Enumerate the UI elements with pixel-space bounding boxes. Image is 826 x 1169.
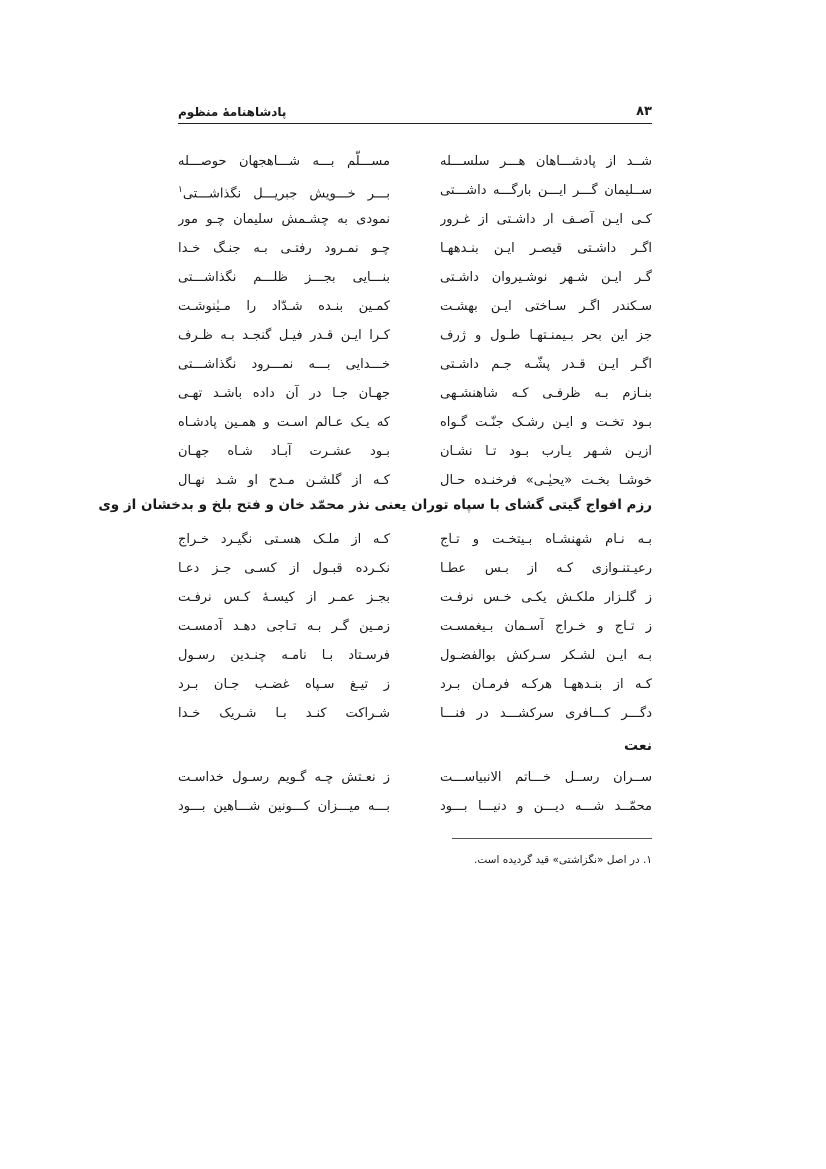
verse-row bbox=[178, 525, 652, 554]
hemistich-right: کـه از بنـدههـا هرکـه فرمـان بـرد bbox=[440, 677, 652, 692]
hemistich-left: زمـین گـر بـه تـاجی دهـد آدمسـت bbox=[178, 619, 390, 634]
verse-row bbox=[178, 583, 652, 612]
verse-row bbox=[178, 176, 652, 205]
verse-row bbox=[178, 292, 652, 321]
hemistich-right: محمّــد شـــه دیـــن و دنیـــا بـــود bbox=[440, 799, 652, 814]
hemistich-right: رعیـتنـوازی کـه از بـس عطـا bbox=[440, 561, 652, 576]
hemistich-left: مســـلّم بـــه شـــاهجهان حوصـــله bbox=[178, 154, 390, 169]
poem-section-2 bbox=[178, 525, 652, 728]
verse-row bbox=[178, 699, 652, 728]
hemistich-left: بنـــایی بجـــز ظلـــم نگذاشـــتی bbox=[178, 270, 390, 285]
verse-row bbox=[178, 205, 652, 234]
hemistich-left: کـه از ملـک هسـتی نگیـرد خـراج bbox=[178, 532, 390, 547]
hemistich-right: خوشـا بخـت «یحیٰـی» فرخنـده حـال bbox=[440, 473, 652, 488]
hemistich-left: چـو نمـرود رفتـی بـه جنـگ خـدا bbox=[178, 241, 390, 256]
hemistich-left: که یـک عـالم اسـت و همـین پادشـاه bbox=[178, 415, 390, 430]
verse-row bbox=[178, 234, 652, 263]
hemistich-left: ز نعـتش چـه گـویم رسـول خداسـت bbox=[178, 770, 390, 785]
verse-row bbox=[178, 670, 652, 699]
hemistich-right: ز تـاج و خـراج آسـمان بـیغمسـت bbox=[440, 619, 652, 634]
verse-row bbox=[178, 554, 652, 583]
verse-row bbox=[178, 641, 652, 670]
hemistich-left: کـرا ایـن قـدر فیـل گنجـد بـه ظـرف bbox=[178, 328, 390, 343]
section-heading: رزم افواج گیتی گشای با سپاه توران یعنی نذر محمّد خان و فتح بلخ و بدخشان از وی bbox=[98, 497, 652, 513]
poem-section-3 bbox=[178, 763, 652, 821]
hemistich-left: بـود عشـرت آبـاد شـاه جهـان bbox=[178, 444, 390, 459]
page-number: ۸۳ bbox=[636, 104, 652, 119]
hemistich-right: سـکندر اگـر سـاختی ایـن بهشـت bbox=[440, 299, 652, 314]
hemistich-right: ســلیمان گـــر ایـــن بارگـــه داشـــتی bbox=[440, 183, 652, 198]
poem-section-1 bbox=[178, 147, 652, 495]
hemistich-right: جز این بحر بـیمنـتهـا طـول و ژرف bbox=[440, 328, 652, 343]
verse-row bbox=[178, 437, 652, 466]
hemistich-right: اگـر ایـن قـدر پشّـه جـم داشـتی bbox=[440, 357, 652, 372]
verse-row bbox=[178, 321, 652, 350]
hemistich-left: خـــدایی بـــه نمـــرود نگذاشـــتی bbox=[178, 357, 390, 372]
running-title: پادشاهنامهٔ منظوم bbox=[178, 105, 287, 119]
verse-row bbox=[178, 466, 652, 495]
hemistich-right: ســران رســل خـــاتم الانبیاســـت bbox=[440, 770, 652, 785]
hemistich-right: شــد از پادشـــاهان هـــر سلســـله bbox=[440, 154, 652, 169]
hemistich-left: جهـان جـا در آن داده باشـد تهـی bbox=[178, 386, 390, 401]
hemistich-left: کـه از گلشـن مـدح او شـد نهـال bbox=[178, 473, 390, 488]
hemistich-right: بـود تخـت و ایـن رشـک جنّـت گـواه bbox=[440, 415, 652, 430]
verse-row bbox=[178, 408, 652, 437]
verse-row bbox=[178, 612, 652, 641]
hemistich-right: گـر ایـن شـهر نوشـیروان داشـتی bbox=[440, 270, 652, 285]
verse-row bbox=[178, 147, 652, 176]
verse-row bbox=[178, 350, 652, 379]
hemistich-right: دگـــر کـــافری سرکشـــد در فنـــا bbox=[440, 706, 652, 721]
hemistich-right: بنـازم بـه ظرفـی کـه شاهنشـهی bbox=[440, 386, 652, 401]
verse-row bbox=[178, 792, 652, 821]
hemistich-right: بـه ایـن لشـکر سـرکش بوالفضـول bbox=[440, 648, 652, 663]
verse-row bbox=[178, 379, 652, 408]
hemistich-left: ز تیـغ سـپاه غضـب جـان بـرد bbox=[178, 677, 390, 692]
hemistich-left: بجـز عمـر از کیسـهٔ کـس نرفـت bbox=[178, 590, 390, 605]
hemistich-right: اگـر داشـتی قیصـر ایـن بنـدههـا bbox=[440, 241, 652, 256]
verse-row bbox=[178, 763, 652, 792]
hemistich-right: ازیـن شـهر یـارب بـود تـا نشـان bbox=[440, 444, 652, 459]
verse-row bbox=[178, 263, 652, 292]
hemistich-left: کمـین بنـده شـدّاد را مـیٰنوشـت bbox=[178, 299, 390, 314]
hemistich-left: نمودی به چشـمش سلیمان چـو مور bbox=[178, 212, 390, 227]
hemistich-left: فرسـتاد بـا نامـه چنـدین رسـول bbox=[178, 648, 390, 663]
hemistich-left: نکـرده قبـول از کسـی جـز دعـا bbox=[178, 561, 390, 576]
hemistich-left: بـــه میـــزان کـــونین شـــاهین بـــود bbox=[178, 799, 390, 814]
hemistich-left: بـــر خـــویش جبریـــل نگذاشـــتی$^۱$ bbox=[178, 185, 390, 202]
footnote-marker: ۱ bbox=[178, 185, 183, 195]
hemistich-right: ز گلـزار ملکـش یکـی خـس نرفـت bbox=[440, 590, 652, 605]
footnote-rule bbox=[452, 838, 652, 839]
page-header bbox=[178, 104, 652, 124]
footnote: ۱. در اصل «نگزاشتی» قید گردیده است. bbox=[474, 854, 652, 866]
hemistich-left: شـراکت کنـد بـا شـریک خـدا bbox=[178, 706, 390, 721]
hemistich-right: بـه نـام شهنشـاه بـیتخـت و تـاج bbox=[440, 532, 652, 547]
naat-title: نعت bbox=[624, 738, 652, 754]
hemistich-right: کـی ایـن آصـف ار داشـتی از غـرور bbox=[440, 212, 652, 227]
